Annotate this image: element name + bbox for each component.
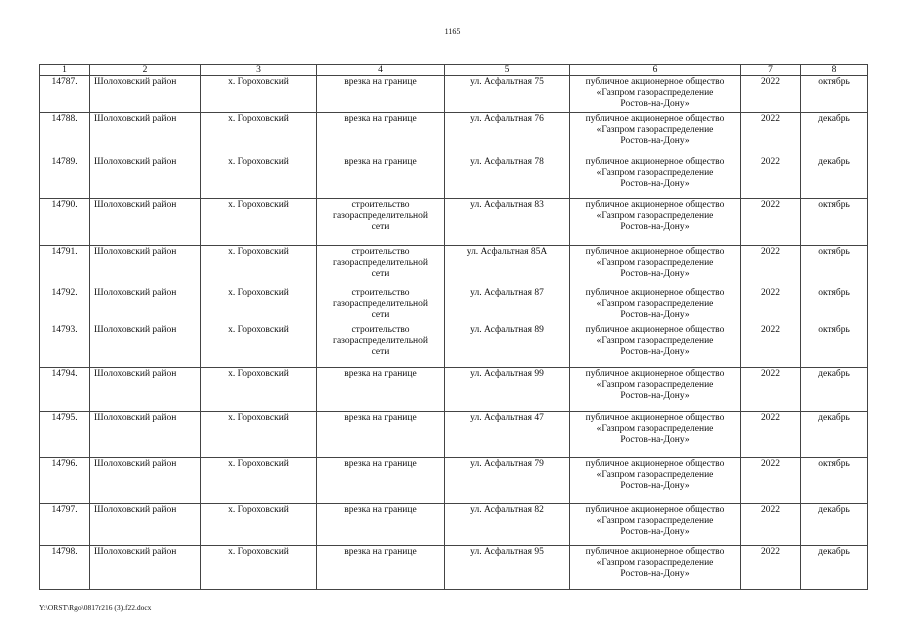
table-row — [40, 76, 868, 113]
organization-cell-line: «Газпром газораспределение — [596, 380, 714, 390]
organization-cell — [570, 412, 741, 458]
organization-cell-line: публичное акционерное общество — [585, 200, 725, 210]
organization-cell — [570, 287, 741, 324]
table-row — [40, 156, 868, 199]
work-type-cell — [317, 113, 445, 156]
organization-cell-line: публичное акционерное общество — [585, 287, 725, 298]
organization-cell-line: Ростов-на-Дону» — [620, 178, 690, 189]
work-type-cell-line: строительство — [351, 287, 410, 298]
organization-cell — [570, 368, 741, 412]
page-number: 1165 — [444, 27, 461, 36]
address-cell: ул. Асфальтная 76 — [445, 113, 570, 156]
district-cell: Шолоховский район — [90, 368, 201, 412]
column-number-row — [40, 65, 868, 76]
organization-cell-line: «Газпром газораспределение — [596, 125, 714, 135]
year-cell: 2022 — [741, 199, 801, 246]
organization-cell-line: публичное акционерное общество — [585, 459, 725, 469]
district-cell: Шолоховский район — [90, 156, 201, 199]
work-type-cell — [317, 246, 445, 287]
month-cell: декабрь — [801, 368, 868, 412]
locality-cell: х. Гороховский — [201, 546, 317, 590]
work-type-cell-line: врезка на границе — [344, 77, 417, 87]
row-number: 14796. — [40, 458, 90, 504]
work-type-cell — [317, 368, 445, 412]
table-row — [40, 504, 868, 546]
address-cell: ул. Асфальтная 75 — [445, 76, 570, 113]
locality-cell: х. Гороховский — [201, 199, 317, 246]
row-number: 14795. — [40, 412, 90, 458]
year-cell: 2022 — [741, 246, 801, 287]
row-number: 14787. — [40, 76, 90, 113]
organization-cell-line: «Газпром газораспределение — [596, 470, 714, 480]
column-header: 5 — [445, 65, 570, 76]
work-type-cell-line: врезка на границе — [344, 156, 417, 167]
locality-cell: х. Гороховский — [201, 458, 317, 504]
organization-cell-line: «Газпром газораспределение — [596, 211, 714, 221]
organization-cell-line: «Газпром газораспределение — [596, 558, 714, 568]
address-cell: ул. Асфальтная 79 — [445, 458, 570, 504]
address-cell: ул. Асфальтная 99 — [445, 368, 570, 412]
organization-cell-line: «Газпром газораспределение — [596, 258, 714, 268]
address-cell: ул. Асфальтная 47 — [445, 412, 570, 458]
organization-cell — [570, 113, 741, 156]
locality-cell: х. Гороховский — [201, 324, 317, 368]
locality-cell: х. Гороховский — [201, 113, 317, 156]
work-type-cell-line: врезка на границе — [344, 413, 417, 423]
month-cell: декабрь — [801, 504, 868, 546]
district-cell: Шолоховский район — [90, 113, 201, 156]
year-cell: 2022 — [741, 287, 801, 324]
organization-cell-line: публичное акционерное общество — [585, 547, 725, 557]
district-cell: Шолоховский район — [90, 287, 201, 324]
month-cell: октябрь — [801, 246, 868, 287]
organization-cell-line: «Газпром газораспределение — [596, 167, 714, 178]
address-cell: ул. Асфальтная 83 — [445, 199, 570, 246]
row-number: 14794. — [40, 368, 90, 412]
organization-cell — [570, 324, 741, 368]
row-number: 14792. — [40, 287, 90, 324]
year-cell: 2022 — [741, 76, 801, 113]
row-number: 14797. — [40, 504, 90, 546]
column-header: 4 — [317, 65, 445, 76]
address-cell: ул. Асфальтная 89 — [445, 324, 570, 368]
organization-cell-line: публичное акционерное общество — [585, 324, 725, 335]
address-cell: ул. Асфальтная 85А — [445, 246, 570, 287]
column-header: 2 — [90, 65, 201, 76]
year-cell: 2022 — [741, 412, 801, 458]
work-type-cell-line: строительство — [351, 200, 410, 210]
month-cell: октябрь — [801, 287, 868, 324]
organization-cell-line: публичное акционерное общество — [585, 156, 725, 167]
row-number: 14789. — [40, 156, 90, 199]
organization-cell-line: публичное акционерное общество — [585, 505, 725, 515]
work-type-cell-line: строительство — [351, 324, 410, 335]
row-number: 14798. — [40, 546, 90, 590]
district-cell: Шолоховский район — [90, 504, 201, 546]
month-cell: декабрь — [801, 546, 868, 590]
work-type-cell-line: строительство — [351, 247, 410, 257]
work-type-cell-line: врезка на границе — [344, 547, 417, 557]
locality-cell: х. Гороховский — [201, 246, 317, 287]
month-cell: октябрь — [801, 199, 868, 246]
organization-cell-line: Ростов-на-Дону» — [620, 269, 690, 279]
organization-cell-line: публичное акционерное общество — [585, 369, 725, 379]
work-type-cell — [317, 546, 445, 590]
organization-cell-line: Ростов-на-Дону» — [620, 391, 690, 401]
work-type-cell-line: газораспределительной — [333, 298, 428, 309]
organization-cell — [570, 458, 741, 504]
table-row — [40, 458, 868, 504]
work-type-cell — [317, 412, 445, 458]
table-row — [40, 368, 868, 412]
district-cell: Шолоховский район — [90, 324, 201, 368]
district-cell: Шолоховский район — [90, 246, 201, 287]
organization-cell-line: «Газпром газораспределение — [596, 88, 714, 98]
year-cell: 2022 — [741, 324, 801, 368]
column-header: 7 — [741, 65, 801, 76]
month-cell: декабрь — [801, 156, 868, 199]
work-type-cell-line: сети — [371, 309, 390, 320]
work-type-cell-line: врезка на границе — [344, 505, 417, 515]
district-cell: Шолоховский район — [90, 199, 201, 246]
work-type-cell — [317, 287, 445, 324]
organization-cell-line: «Газпром газораспределение — [596, 424, 714, 434]
table-row — [40, 113, 868, 156]
table-row — [40, 324, 868, 368]
locality-cell: х. Гороховский — [201, 368, 317, 412]
locality-cell: х. Гороховский — [201, 412, 317, 458]
organization-cell-line: Ростов-на-Дону» — [620, 222, 690, 232]
work-type-cell-line: сети — [371, 269, 390, 279]
work-type-cell — [317, 324, 445, 368]
address-cell: ул. Асфальтная 87 — [445, 287, 570, 324]
district-cell: Шолоховский район — [90, 412, 201, 458]
organization-cell-line: публичное акционерное общество — [585, 247, 725, 257]
organization-cell-line: «Газпром газораспределение — [596, 516, 714, 526]
work-type-cell — [317, 199, 445, 246]
row-number: 14793. — [40, 324, 90, 368]
organization-cell-line: Ростов-на-Дону» — [620, 435, 690, 445]
table-row — [40, 412, 868, 458]
work-type-cell-line: врезка на границе — [344, 114, 417, 124]
organization-cell-line: публичное акционерное общество — [585, 413, 725, 423]
district-cell: Шолоховский район — [90, 76, 201, 113]
work-type-cell — [317, 76, 445, 113]
work-type-cell-line: газораспределительной — [333, 211, 428, 221]
district-cell: Шолоховский район — [90, 546, 201, 590]
organization-cell-line: Ростов-на-Дону» — [620, 527, 690, 537]
month-cell: декабрь — [801, 412, 868, 458]
organization-cell-line: Ростов-на-Дону» — [620, 99, 690, 109]
work-type-cell-line: газораспределительной — [333, 335, 428, 346]
organization-cell-line: «Газпром газораспределение — [596, 335, 714, 346]
work-type-cell-line: сети — [371, 346, 390, 357]
column-header: 8 — [801, 65, 868, 76]
organization-cell-line: Ростов-на-Дону» — [620, 346, 690, 357]
organization-cell — [570, 156, 741, 199]
month-cell: октябрь — [801, 458, 868, 504]
row-number: 14788. — [40, 113, 90, 156]
locality-cell: х. Гороховский — [201, 504, 317, 546]
organization-cell-line: Ростов-на-Дону» — [620, 569, 690, 579]
organization-cell — [570, 246, 741, 287]
locality-cell: х. Гороховский — [201, 156, 317, 199]
work-type-cell-line: газораспределительной — [333, 258, 428, 268]
table-row — [40, 546, 868, 590]
column-header: 6 — [570, 65, 741, 76]
row-number: 14791. — [40, 246, 90, 287]
row-number: 14790. — [40, 199, 90, 246]
organization-cell-line: публичное акционерное общество — [585, 77, 725, 87]
registry-table — [39, 64, 868, 590]
organization-cell — [570, 76, 741, 113]
work-type-cell — [317, 458, 445, 504]
organization-cell-line: Ростов-на-Дону» — [620, 309, 690, 320]
month-cell: декабрь — [801, 113, 868, 156]
work-type-cell-line: сети — [371, 222, 390, 232]
year-cell: 2022 — [741, 113, 801, 156]
organization-cell-line: «Газпром газораспределение — [596, 298, 714, 309]
organization-cell-line: публичное акционерное общество — [585, 114, 725, 124]
organization-cell — [570, 546, 741, 590]
work-type-cell-line: врезка на границе — [344, 459, 417, 469]
year-cell: 2022 — [741, 458, 801, 504]
work-type-cell — [317, 504, 445, 546]
column-header: 1 — [40, 65, 90, 76]
address-cell: ул. Асфальтная 82 — [445, 504, 570, 546]
organization-cell-line: Ростов-на-Дону» — [620, 136, 690, 146]
address-cell: ул. Асфальтная 78 — [445, 156, 570, 199]
year-cell: 2022 — [741, 504, 801, 546]
table-row — [40, 246, 868, 287]
organization-cell — [570, 504, 741, 546]
work-type-cell-line: врезка на границе — [344, 369, 417, 379]
work-type-cell — [317, 156, 445, 199]
locality-cell: х. Гороховский — [201, 287, 317, 324]
address-cell: ул. Асфальтная 95 — [445, 546, 570, 590]
locality-cell: х. Гороховский — [201, 76, 317, 113]
organization-cell-line: Ростов-на-Дону» — [620, 481, 690, 491]
year-cell: 2022 — [741, 368, 801, 412]
table-row — [40, 199, 868, 246]
column-header: 3 — [201, 65, 317, 76]
year-cell: 2022 — [741, 156, 801, 199]
month-cell: октябрь — [801, 324, 868, 368]
month-cell: октябрь — [801, 76, 868, 113]
footer-file-path: Y:\ORST\Rgo\0817r216 (3).f22.docx — [39, 603, 152, 612]
organization-cell — [570, 199, 741, 246]
district-cell: Шолоховский район — [90, 458, 201, 504]
table-row — [40, 287, 868, 324]
year-cell: 2022 — [741, 546, 801, 590]
